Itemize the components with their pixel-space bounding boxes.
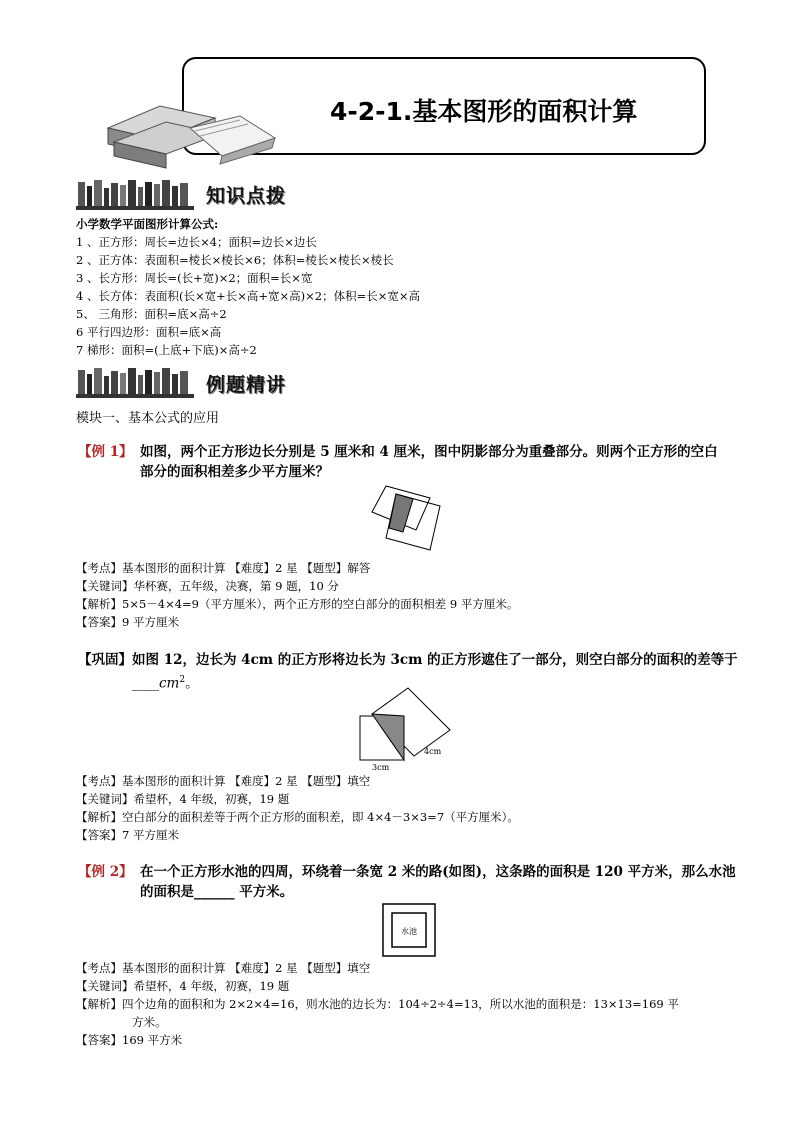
- formula-item: 3 、长方形：周长=(长+宽)×2；面积=长×宽: [76, 271, 313, 285]
- example-2-question-line: 在一个正方形水池的四周，环绕着一条宽 2 米的路(如图)，这条路的面积是 120 平方米，那么水池: [140, 864, 736, 880]
- example-1-figure: [368, 484, 448, 554]
- example-2-meta: 方米。: [132, 1015, 167, 1029]
- example-2-figure: [382, 903, 436, 957]
- example-1-tag: 【例 1】: [78, 444, 133, 460]
- consolidate-question-line: [78, 650, 738, 670]
- example-2-tag: 【例 2】: [78, 864, 133, 880]
- page-title: 4-2-1.基本图形的面积计算: [330, 97, 638, 126]
- example-1-meta: 【考点】基本图形的面积计算 【难度】2 星 【题型】解答: [76, 561, 371, 575]
- label-3cm: 3cm: [372, 763, 390, 772]
- section-examples-label: 例题精讲: [206, 374, 287, 396]
- formula-item: 2 、正方体：表面积=棱长×棱长×6；体积=棱长×棱长×棱长: [76, 253, 394, 267]
- consolidate-figure: [356, 684, 456, 774]
- example-2-question-line: 的面积是______ 平方米。: [140, 884, 294, 900]
- example-1-meta: 【关键词】华杯赛，五年级，决赛，第 9 题，10 分: [76, 579, 339, 593]
- consolidate-answer-line: [132, 670, 199, 694]
- formula-item: 6 平行四边形：面积=底×高: [76, 325, 222, 339]
- section-knowledge-label: 知识点拨: [206, 185, 287, 207]
- formula-item: 7 梯形：面积=(上底+下底)×高÷2: [76, 343, 257, 357]
- books-illustration: [100, 98, 275, 170]
- answer-blank: ____: [132, 675, 159, 692]
- pool-label: 水池: [401, 927, 417, 936]
- example-1-question-line: 部分的面积相差多少平方厘米？: [140, 464, 329, 480]
- example-2-meta: 【关键词】希望杯，4 年级，初赛，19 题: [76, 979, 290, 993]
- unit-cm: cm: [159, 675, 180, 692]
- label-4cm: 4cm: [424, 747, 442, 756]
- module-heading: 模块一、基本公式的应用: [76, 411, 220, 426]
- example-1-meta: 【答案】9 平方厘米: [76, 615, 179, 629]
- formula-item: 4 、长方体：表面积(长×宽+长×高+宽×高)×2；体积=长×宽×高: [76, 289, 420, 303]
- example-1-meta: 【解析】5×5－4×4=9（平方厘米），两个正方形的空白部分的面积相差 9 平方厘米。: [76, 597, 519, 611]
- sentence-end: 。: [185, 675, 199, 692]
- consolidate-meta: 【考点】基本图形的面积计算 【难度】2 星 【题型】填空: [76, 774, 371, 788]
- example-2-meta: 【答案】169 平方米: [76, 1033, 183, 1047]
- consolidate-text: 如图 12，边长为 4cm 的正方形将边长为 3cm 的正方形遮住了一部分，则空白部分的面积的差等于: [132, 652, 738, 668]
- bookshelf-icon: [76, 180, 194, 210]
- bookshelf-icon: [76, 368, 194, 398]
- formula-item: 1 、正方形：周长=边长×4；面积=边长×边长: [76, 235, 317, 249]
- formulas-heading: 小学数学平面图形计算公式:: [76, 217, 219, 231]
- formula-item: 5、 三角形：面积=底×高÷2: [76, 307, 227, 321]
- example-1-question-line: 如图，两个正方形边长分别是 5 厘米和 4 厘米，图中阴影部分为重叠部分。则两个正方形的空白: [140, 444, 718, 460]
- example-2-meta: 【解析】四个边角的面积和为 2×2×4=16，则水池的边长为：104÷2÷4=13，所以水池的面积是：13×13=169 平: [76, 997, 679, 1011]
- unit-sup: 2: [179, 675, 186, 685]
- consolidate-tag: 【巩固】: [78, 652, 132, 668]
- consolidate-meta: 【解析】空白部分的面积差等于两个正方形的面积差，即 4×4－3×3=7（平方厘米）。: [76, 810, 519, 824]
- consolidate-meta: 【答案】7 平方厘米: [76, 828, 179, 842]
- consolidate-meta: 【关键词】希望杯，4 年级，初赛，19 题: [76, 792, 290, 806]
- example-2-meta: 【考点】基本图形的面积计算 【难度】2 星 【题型】填空: [76, 961, 371, 975]
